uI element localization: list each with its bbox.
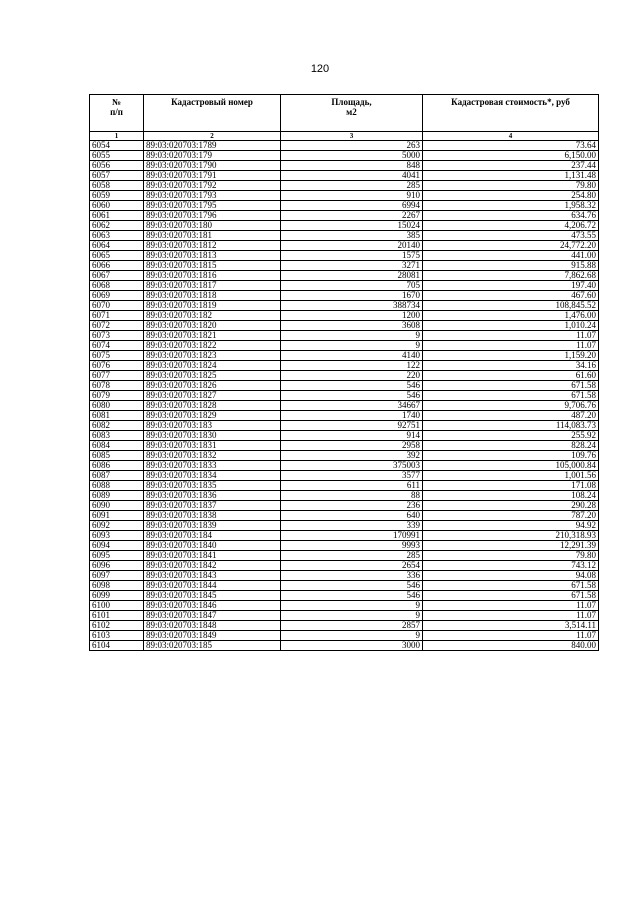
area-value: 34667 (281, 401, 423, 411)
cadastral-number: 89:03:020703:1832 (144, 451, 281, 461)
cost-value: 290.28 (423, 501, 599, 511)
area-value: 1670 (281, 291, 423, 301)
cadastral-number: 89:03:020703:1848 (144, 621, 281, 631)
area-value: 9 (281, 601, 423, 611)
table-row (90, 341, 599, 351)
row-number: 6103 (90, 631, 144, 641)
cadastral-number: 89:03:020703:1843 (144, 571, 281, 581)
table-row (90, 161, 599, 171)
cadastral-number: 89:03:020703:1825 (144, 371, 281, 381)
table-row (90, 611, 599, 621)
row-number: 6082 (90, 421, 144, 431)
row-number: 6090 (90, 501, 144, 511)
cadastral-table (89, 94, 599, 651)
cost-value: 105,000.84 (423, 461, 599, 471)
row-number: 6086 (90, 461, 144, 471)
cost-value: 11.07 (423, 611, 599, 621)
table-row (90, 421, 599, 431)
row-number: 6101 (90, 611, 144, 621)
table-row (90, 491, 599, 501)
row-number: 6083 (90, 431, 144, 441)
cost-value: 94.92 (423, 521, 599, 531)
header-area: Площадь, м2 (281, 95, 423, 132)
row-number: 6064 (90, 241, 144, 251)
table-row (90, 321, 599, 331)
cadastral-number: 89:03:020703:1829 (144, 411, 281, 421)
cadastral-number: 89:03:020703:1831 (144, 441, 281, 451)
cadastral-number: 89:03:020703:1842 (144, 561, 281, 571)
page-number: 120 (310, 63, 330, 75)
cadastral-number: 89:03:020703:1827 (144, 391, 281, 401)
cadastral-number: 89:03:020703:185 (144, 641, 281, 651)
cadastral-number: 89:03:020703:1821 (144, 331, 281, 341)
table-row (90, 501, 599, 511)
table-row (90, 301, 599, 311)
table-row (90, 151, 599, 161)
cost-value: 24,772.20 (423, 241, 599, 251)
cadastral-number: 89:03:020703:1836 (144, 491, 281, 501)
row-number: 6061 (90, 211, 144, 221)
cost-value: 6,150.00 (423, 151, 599, 161)
row-number: 6068 (90, 281, 144, 291)
cadastral-number: 89:03:020703:1824 (144, 361, 281, 371)
cadastral-number: 89:03:020703:183 (144, 421, 281, 431)
table-row (90, 521, 599, 531)
area-value: 92751 (281, 421, 423, 431)
cost-value: 634.76 (423, 211, 599, 221)
row-number: 6104 (90, 641, 144, 651)
area-value: 546 (281, 391, 423, 401)
cadastral-number: 89:03:020703:1826 (144, 381, 281, 391)
area-value: 28081 (281, 271, 423, 281)
cost-value: 255.92 (423, 431, 599, 441)
cadastral-number: 89:03:020703:1819 (144, 301, 281, 311)
table-row (90, 381, 599, 391)
table-row (90, 441, 599, 451)
row-number: 6069 (90, 291, 144, 301)
table-row (90, 411, 599, 421)
cadastral-number: 89:03:020703:184 (144, 531, 281, 541)
table-row (90, 251, 599, 261)
row-number: 6085 (90, 451, 144, 461)
cost-value: 61.60 (423, 371, 599, 381)
table-row (90, 361, 599, 371)
row-number: 6075 (90, 351, 144, 361)
cost-value: 9,706.76 (423, 401, 599, 411)
area-value: 3271 (281, 261, 423, 271)
row-number: 6080 (90, 401, 144, 411)
row-number: 6058 (90, 181, 144, 191)
row-number: 6092 (90, 521, 144, 531)
area-value: 5000 (281, 151, 423, 161)
cadastral-number: 89:03:020703:182 (144, 311, 281, 321)
area-value: 2958 (281, 441, 423, 451)
area-value: 388734 (281, 301, 423, 311)
row-number: 6088 (90, 481, 144, 491)
cost-value: 671.58 (423, 381, 599, 391)
column-number: 3 (281, 132, 423, 141)
column-number: 1 (90, 132, 144, 141)
table-row (90, 461, 599, 471)
cost-value: 743.12 (423, 561, 599, 571)
table-row (90, 261, 599, 271)
cadastral-number: 89:03:020703:1795 (144, 201, 281, 211)
cost-value: 171.08 (423, 481, 599, 491)
row-number: 6074 (90, 341, 144, 351)
cost-value: 1,001.56 (423, 471, 599, 481)
row-number: 6063 (90, 231, 144, 241)
cadastral-number: 89:03:020703:1840 (144, 541, 281, 551)
area-value: 3577 (281, 471, 423, 481)
row-number: 6093 (90, 531, 144, 541)
row-number: 6084 (90, 441, 144, 451)
area-value: 9993 (281, 541, 423, 551)
table-row (90, 431, 599, 441)
area-value: 2857 (281, 621, 423, 631)
row-number: 6071 (90, 311, 144, 321)
table-row (90, 271, 599, 281)
area-value: 705 (281, 281, 423, 291)
row-number: 6072 (90, 321, 144, 331)
row-number: 6091 (90, 511, 144, 521)
cost-value: 671.58 (423, 591, 599, 601)
area-value: 914 (281, 431, 423, 441)
row-number: 6077 (90, 371, 144, 381)
cost-value: 12,291.39 (423, 541, 599, 551)
row-number: 6062 (90, 221, 144, 231)
table-row (90, 231, 599, 241)
row-number: 6099 (90, 591, 144, 601)
area-value: 9 (281, 341, 423, 351)
cadastral-number: 89:03:020703:1818 (144, 291, 281, 301)
row-number: 6054 (90, 141, 144, 151)
table-row (90, 531, 599, 541)
cost-value: 11.07 (423, 601, 599, 611)
row-number: 6096 (90, 561, 144, 571)
table-row (90, 351, 599, 361)
row-number: 6087 (90, 471, 144, 481)
cost-value: 828.24 (423, 441, 599, 451)
cadastral-number: 89:03:020703:1837 (144, 501, 281, 511)
cadastral-number: 89:03:020703:1839 (144, 521, 281, 531)
area-value: 88 (281, 491, 423, 501)
cadastral-number: 89:03:020703:1830 (144, 431, 281, 441)
area-value: 6994 (281, 201, 423, 211)
table-row (90, 541, 599, 551)
cost-value: 1,010.24 (423, 321, 599, 331)
area-value: 336 (281, 571, 423, 581)
cost-value: 7,862.68 (423, 271, 599, 281)
table-row (90, 241, 599, 251)
row-number: 6078 (90, 381, 144, 391)
cadastral-number: 89:03:020703:1838 (144, 511, 281, 521)
table-row (90, 211, 599, 221)
cost-value: 254.80 (423, 191, 599, 201)
cadastral-number: 89:03:020703:1846 (144, 601, 281, 611)
table-row (90, 641, 599, 651)
cadastral-number: 89:03:020703:1789 (144, 141, 281, 151)
cost-value: 108,845.52 (423, 301, 599, 311)
cost-value: 1,131.48 (423, 171, 599, 181)
table-row (90, 581, 599, 591)
column-number: 4 (423, 132, 599, 141)
table-row (90, 481, 599, 491)
area-value: 9 (281, 631, 423, 641)
table-row (90, 291, 599, 301)
table-row (90, 551, 599, 561)
table-row (90, 401, 599, 411)
cadastral-number: 89:03:020703:1833 (144, 461, 281, 471)
area-value: 546 (281, 381, 423, 391)
row-number: 6098 (90, 581, 144, 591)
cadastral-number: 89:03:020703:1816 (144, 271, 281, 281)
cost-value: 467.60 (423, 291, 599, 301)
area-value: 1740 (281, 411, 423, 421)
cost-value: 237.44 (423, 161, 599, 171)
table-row (90, 631, 599, 641)
area-value: 9 (281, 331, 423, 341)
table-row (90, 281, 599, 291)
table-row (90, 601, 599, 611)
table-row (90, 181, 599, 191)
cost-value: 487.20 (423, 411, 599, 421)
table-row (90, 371, 599, 381)
cost-value: 109.76 (423, 451, 599, 461)
cost-value: 197.40 (423, 281, 599, 291)
cost-value: 441.00 (423, 251, 599, 261)
cost-value: 11.07 (423, 631, 599, 641)
table-row (90, 591, 599, 601)
cost-value: 11.07 (423, 341, 599, 351)
cost-value: 787.20 (423, 511, 599, 521)
row-number: 6095 (90, 551, 144, 561)
row-number: 6060 (90, 201, 144, 211)
cost-value: 915.88 (423, 261, 599, 271)
cadastral-number: 89:03:020703:1817 (144, 281, 281, 291)
table-row (90, 621, 599, 631)
table-row (90, 331, 599, 341)
row-number: 6059 (90, 191, 144, 201)
cadastral-number: 89:03:020703:1793 (144, 191, 281, 201)
table-row (90, 451, 599, 461)
area-value: 848 (281, 161, 423, 171)
cost-value: 11.07 (423, 331, 599, 341)
cost-value: 94.08 (423, 571, 599, 581)
area-value: 339 (281, 521, 423, 531)
cost-value: 114,083.73 (423, 421, 599, 431)
row-number: 6070 (90, 301, 144, 311)
row-number: 6056 (90, 161, 144, 171)
area-value: 236 (281, 501, 423, 511)
cadastral-number: 89:03:020703:1815 (144, 261, 281, 271)
table-row (90, 191, 599, 201)
cadastral-number: 89:03:020703:1791 (144, 171, 281, 181)
cost-value: 473.55 (423, 231, 599, 241)
area-value: 285 (281, 181, 423, 191)
row-number: 6102 (90, 621, 144, 631)
cadastral-number: 89:03:020703:1828 (144, 401, 281, 411)
area-value: 1200 (281, 311, 423, 321)
cadastral-number: 89:03:020703:1820 (144, 321, 281, 331)
column-number: 2 (144, 132, 281, 141)
row-number: 6079 (90, 391, 144, 401)
table-row (90, 201, 599, 211)
area-value: 1575 (281, 251, 423, 261)
cadastral-number: 89:03:020703:1847 (144, 611, 281, 621)
cost-value: 73.64 (423, 141, 599, 151)
row-number: 6081 (90, 411, 144, 421)
cost-value: 34.16 (423, 361, 599, 371)
cadastral-number: 89:03:020703:1844 (144, 581, 281, 591)
area-value: 2654 (281, 561, 423, 571)
cost-value: 4,206.72 (423, 221, 599, 231)
area-value: 220 (281, 371, 423, 381)
cadastral-number: 89:03:020703:1849 (144, 631, 281, 641)
cost-value: 79.80 (423, 551, 599, 561)
table-row (90, 311, 599, 321)
cadastral-number: 89:03:020703:1822 (144, 341, 281, 351)
cadastral-number: 89:03:020703:1834 (144, 471, 281, 481)
row-number: 6066 (90, 261, 144, 271)
cadastral-number: 89:03:020703:1813 (144, 251, 281, 261)
table-row (90, 511, 599, 521)
column-number-row (90, 132, 599, 141)
cost-value: 671.58 (423, 391, 599, 401)
cost-value: 1,476.00 (423, 311, 599, 321)
cost-value: 671.58 (423, 581, 599, 591)
cost-value: 3,514.11 (423, 621, 599, 631)
area-value: 4140 (281, 351, 423, 361)
table-row (90, 571, 599, 581)
row-number: 6097 (90, 571, 144, 581)
cadastral-number: 89:03:020703:180 (144, 221, 281, 231)
cost-value: 1,159.20 (423, 351, 599, 361)
row-number: 6065 (90, 251, 144, 261)
row-number: 6100 (90, 601, 144, 611)
cost-value: 210,318.93 (423, 531, 599, 541)
cadastral-number: 89:03:020703:1792 (144, 181, 281, 191)
area-value: 546 (281, 591, 423, 601)
area-value: 2267 (281, 211, 423, 221)
cost-value: 840.00 (423, 641, 599, 651)
row-number: 6094 (90, 541, 144, 551)
area-value: 3608 (281, 321, 423, 331)
area-value: 15024 (281, 221, 423, 231)
cost-value: 108.24 (423, 491, 599, 501)
cadastral-number: 89:03:020703:179 (144, 151, 281, 161)
table-row (90, 391, 599, 401)
area-value: 263 (281, 141, 423, 151)
table-row (90, 171, 599, 181)
table-body (90, 141, 599, 651)
row-number: 6089 (90, 491, 144, 501)
area-value: 9 (281, 611, 423, 621)
cadastral-number: 89:03:020703:1823 (144, 351, 281, 361)
table-row (90, 141, 599, 151)
row-number: 6055 (90, 151, 144, 161)
area-value: 170991 (281, 531, 423, 541)
table-row (90, 221, 599, 231)
area-value: 285 (281, 551, 423, 561)
area-value: 546 (281, 581, 423, 591)
row-number: 6057 (90, 171, 144, 181)
cadastral-number: 89:03:020703:1841 (144, 551, 281, 561)
area-value: 375003 (281, 461, 423, 471)
table-row (90, 561, 599, 571)
row-number: 6067 (90, 271, 144, 281)
cadastral-number: 89:03:020703:1845 (144, 591, 281, 601)
row-number: 6076 (90, 361, 144, 371)
header-cadastral: Кадастровый номер (144, 95, 281, 132)
header-cost: Кадастровая стоимость*, руб (423, 95, 599, 132)
cost-value: 1,958.32 (423, 201, 599, 211)
cadastral-number: 89:03:020703:181 (144, 231, 281, 241)
cadastral-number: 89:03:020703:1835 (144, 481, 281, 491)
area-value: 4041 (281, 171, 423, 181)
area-value: 640 (281, 511, 423, 521)
table-row (90, 471, 599, 481)
area-value: 122 (281, 361, 423, 371)
header-num: № п/п (90, 95, 144, 132)
area-value: 611 (281, 481, 423, 491)
cadastral-number: 89:03:020703:1796 (144, 211, 281, 221)
cost-value: 79.80 (423, 181, 599, 191)
cadastral-number: 89:03:020703:1790 (144, 161, 281, 171)
area-value: 3000 (281, 641, 423, 651)
header-row (90, 95, 599, 132)
area-value: 910 (281, 191, 423, 201)
row-number: 6073 (90, 331, 144, 341)
area-value: 385 (281, 231, 423, 241)
cadastral-number: 89:03:020703:1812 (144, 241, 281, 251)
area-value: 20140 (281, 241, 423, 251)
area-value: 392 (281, 451, 423, 461)
